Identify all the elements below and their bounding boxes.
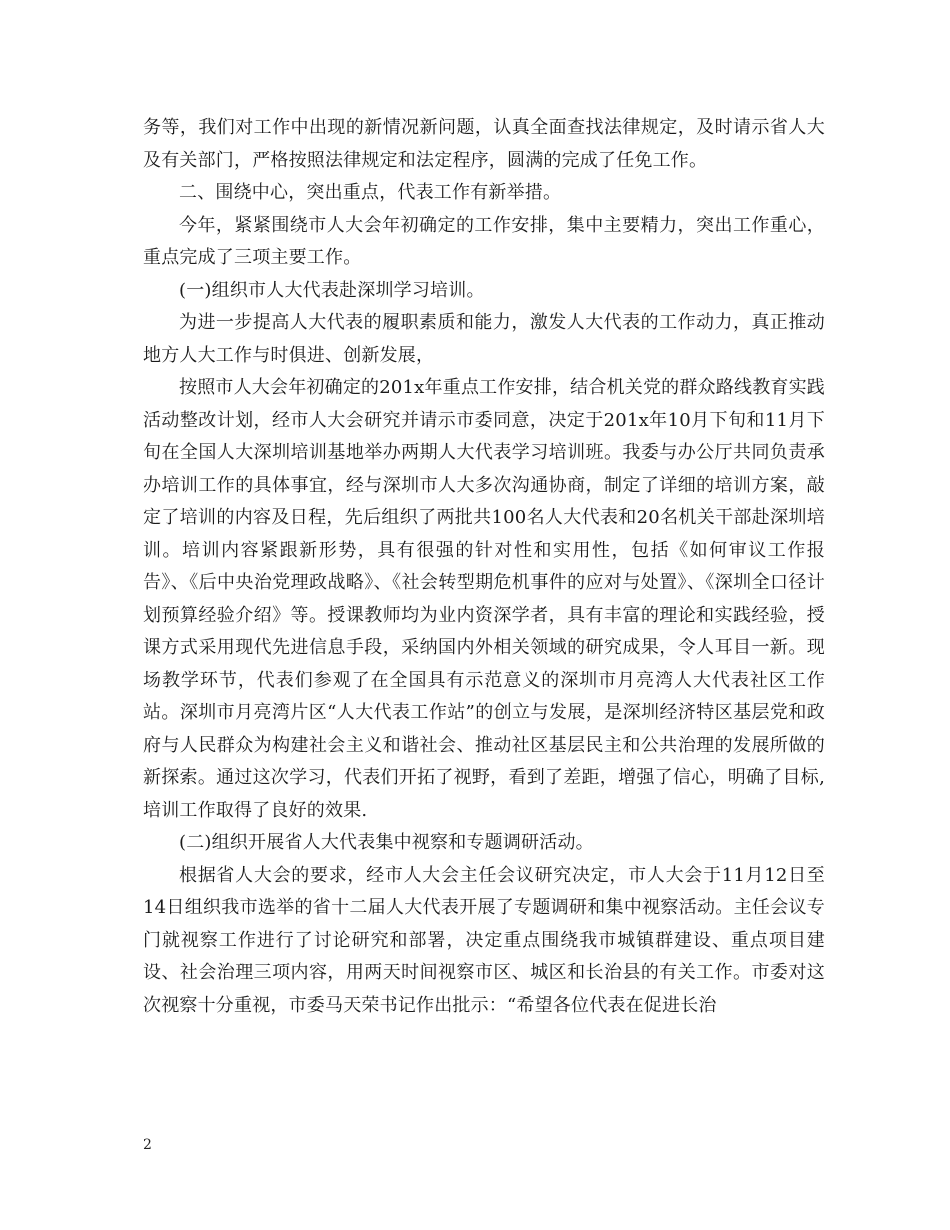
paragraph-8: 根据省人大会的要求，经市人大会主任会议研究决定，市人大会于11月12日至14日组织我市选举的省十二届人大代表开展了专题调研和集中视察活动。主任会议专门就视察工作进行了讨论研究和部署，决定重点围绕我市城镇群建设、重点项目建设、社会治理三项内容，用两天时间视察市区、城区和长治县的有关工作。市委对这次视察十分重视，市委马天荣书记作出批示：“希望各位代表在促进长治 xyxy=(143,864,825,1016)
paragraph-3: 今年，紧紧围绕市人大会年初确定的工作安排，集中主要精力，突出工作重心，重点完成了三项主要工作。 xyxy=(143,214,825,268)
document-body xyxy=(143,112,825,1022)
page-number: 2 xyxy=(143,1137,152,1153)
paragraph-4: (一)组织市人大代表赴深圳学习培训。 xyxy=(179,279,485,301)
paragraph-5: 为进一步提高人大代表的履职素质和能力，激发人大代表的工作动力，真正推动地方人大工作与时俱进、创新发展， xyxy=(143,312,825,366)
paragraph-7: (二)组织开展省人大代表集中视察和专题调研活动。 xyxy=(179,832,594,853)
paragraph-2: 二、围绕中心，突出重点，代表工作有新举措。 xyxy=(179,182,562,203)
paragraph-6: 按照市人大会年初确定的201x年重点工作安排，结合机关党的群众路线教育实践活动整改计划，经市人大会研究并请示市委同意，决定于201x年10月下旬和11月下旬在全国人大深圳培训基地举办两期人大代表学习培训班。我委与办公厅共同负责承办培训工作的具体事宜，经与深圳市人大多次沟通协商，制定了详细的培训方案，敲定了培训的内容及日程，先后组织了两批共100名人大代表和20名机关干部赴深圳培训。培训内容紧跟新形势，具有很强的针对性和实用性，包括《如何审议工作报告》、《后中央治党理政战略》、《社会转型期危机事件的应对与处置》、《深圳全口径计划预算经验介绍》等。授课教师均为业内资深学者，具有丰富的理论和实践经验，授课方式采用现代先进信息手段，采纳国内外相关领域的研究成果，令人耳目一新。现场教学环节，代表们参观了在全国具有示范意义的深圳市月亮湾人大代表社区工作站。深圳市月亮湾片区“人大代表工作站”的创立与发展，是深圳经济特区基层党和政府与人民群众为构建社会主义和谐社会、推动社区基层民主和公共治理的发展所做的新探索。通过这次学习，代表们开拓了视野，看到了差距，增强了信心，明确了目标,培训工作取得了良好的效果. xyxy=(143,377,825,821)
paragraph-1: 务等，我们对工作中出现的新情况新问题，认真全面查找法律规定，及时请示省人大及有关部门，严格按照法律规定和法定程序，圆满的完成了任免工作。 xyxy=(143,117,825,171)
